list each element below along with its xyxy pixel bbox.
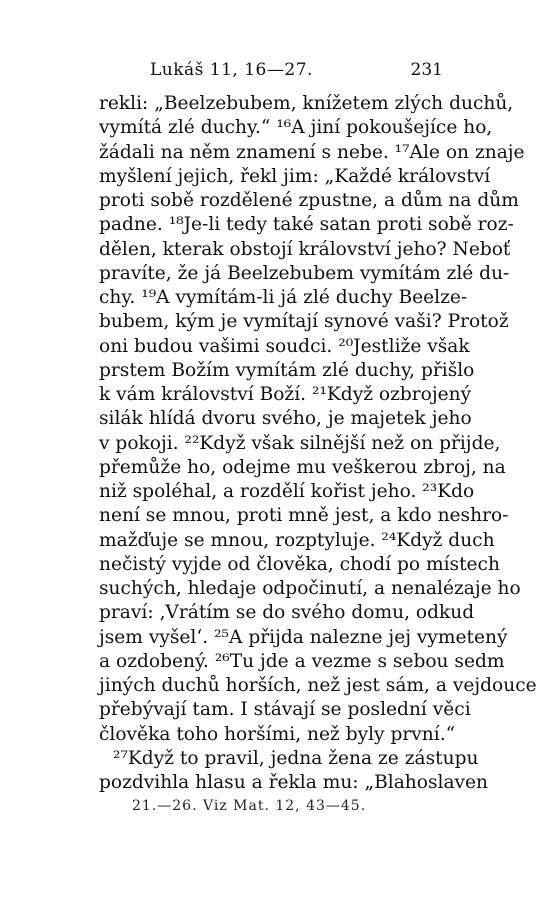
text-line: proti sobě rozdělené zpustne, a dům na dům: [99, 190, 519, 211]
text-line: nečistý vyjde od člověka, chodí po místech: [99, 553, 500, 575]
running-head: Lukáš 11, 16—27.: [150, 60, 313, 80]
text-line: padne. ¹⁸Je-li tedy také satan proti sobě roz-: [99, 214, 514, 236]
text-line: jiných duchů horších, než jest sám, a vejdouce: [99, 675, 537, 696]
text-line: prstem Božím vymítám zlé duchy, přišlo: [99, 359, 475, 381]
text-line: ²⁷Když to pravil, jedna žena ze zástupu: [113, 747, 479, 769]
text-line: chy. ¹⁹A vymítám-li já zlé duchy Beelze-: [99, 287, 468, 308]
text-line: praví: ‚Vrátím se do svého domu, odkud: [99, 602, 475, 624]
page-header: [0, 60, 546, 88]
body-text: [99, 92, 537, 795]
text-line: žádali na něm znamení s nebe. ¹⁷Ale on znaje: [99, 141, 525, 163]
text-line: silák hlídá dvoru svého, je majetek jeho: [99, 408, 472, 430]
text-line: člověka toho horšími, než byly první.“: [99, 723, 456, 745]
text-line: oni budou vašimi soudci. ²⁰Jestliže však: [99, 335, 470, 357]
text-line: niž spoléhal, a rozdělí kořist jeho. ²³Kdo: [99, 481, 475, 502]
text-line: k vám království Boží. ²¹Když ozbrojený: [99, 384, 472, 405]
page-number: 231: [410, 60, 443, 80]
text-line: jsem vyšel‘. ²⁵A přijda nalezne jej vymetený: [99, 626, 508, 648]
text-line: přemůže ho, odejme mu veškerou zbroj, na: [99, 456, 506, 478]
text-line: v pokoji. ²²Když však silnější než on přijde,: [99, 432, 501, 454]
text-line: dělen, kterak obstojí království jeho? Neboť: [99, 238, 511, 260]
text-line: není se mnou, proti mně jest, a kdo neshro-: [99, 505, 509, 527]
text-line: myšlení jejich, řekl jim: „Každé království: [99, 165, 491, 187]
text-line: pravíte, že já Beelzebubem vymítám zlé du-: [99, 262, 510, 284]
text-line: rekli: „Beelzebubem, knížetem zlých duchů,: [99, 93, 514, 114]
text-line: a ozdobený. ²⁶Tu jde a vezme s sebou sedm: [99, 650, 505, 672]
text-line: pozdvihla hlasu a řekla mu: „Blahoslaven: [99, 772, 489, 793]
text-line: mažďuje se mnou, rozptyluje. ²⁴Když duch: [99, 529, 495, 551]
footnote: 21.—26. Viz Mat. 12, 43—45.: [132, 798, 367, 814]
text-line: suchých, hledaje odpočinutí, a nenalézaje ho: [99, 578, 521, 599]
text-line: přebývají tam. I stávají se poslední věci: [99, 699, 471, 721]
text-line: bubem, kým je vymítají synové vaši? Protož: [99, 311, 509, 333]
text-line: vymítá zlé duchy.“ ¹⁶A jiní pokoušejíce ho,: [99, 117, 493, 139]
